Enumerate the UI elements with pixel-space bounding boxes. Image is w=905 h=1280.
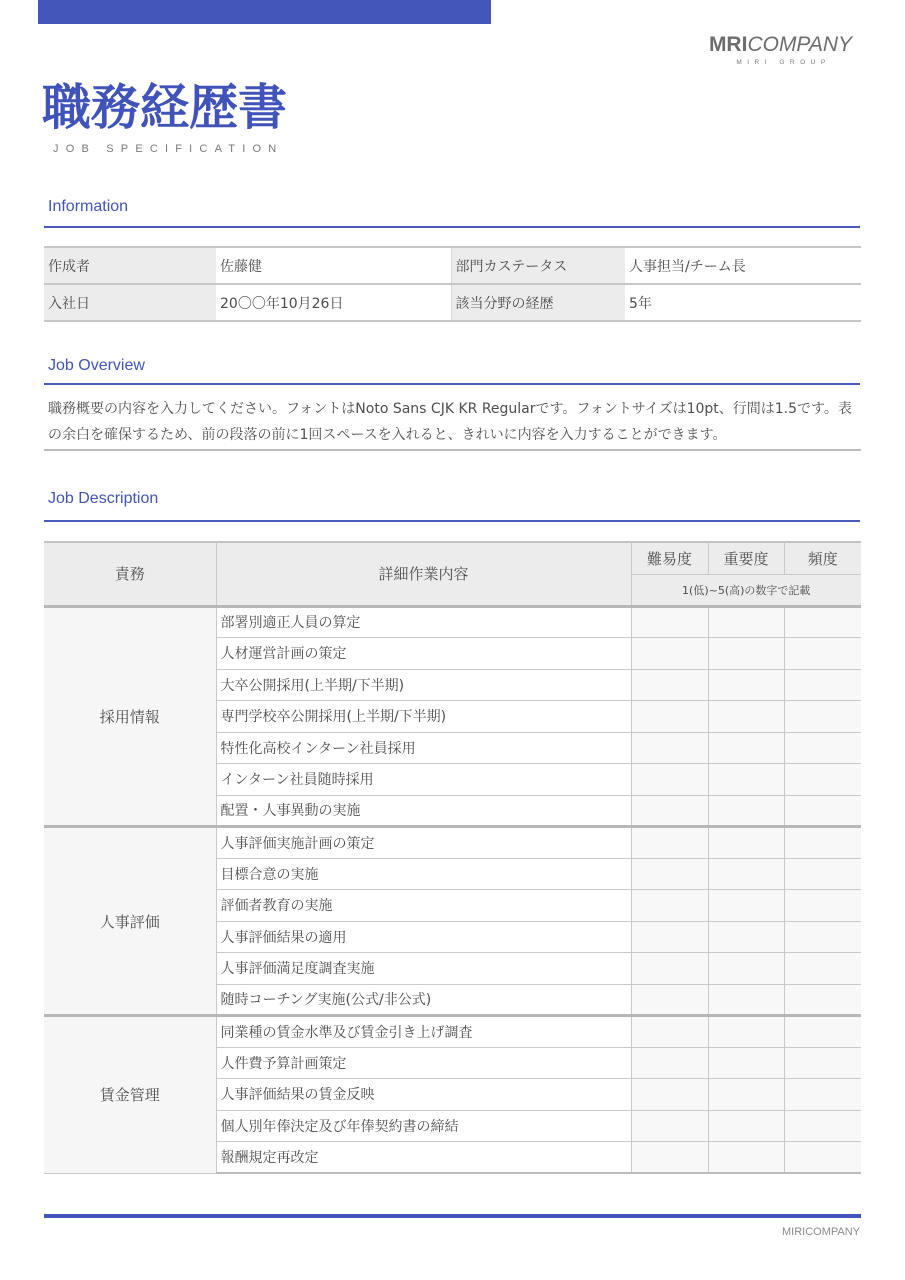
frequency-cell[interactable] <box>784 795 861 827</box>
footer-accent-rule <box>44 1214 861 1218</box>
difficulty-cell[interactable] <box>631 669 708 701</box>
task-cell[interactable]: 報酬規定再改定 <box>216 1142 631 1174</box>
difficulty-cell[interactable] <box>631 827 708 859</box>
job-description-table <box>44 541 861 1174</box>
top-accent-bar <box>38 0 491 24</box>
importance-cell[interactable] <box>708 953 784 985</box>
document-title: 職務経歴書 <box>42 79 288 136</box>
task-cell[interactable]: インターン社員随時採用 <box>216 764 631 796</box>
importance-cell[interactable] <box>708 858 784 890</box>
importance-cell[interactable] <box>708 890 784 922</box>
column-header-duty: 責務 <box>44 542 216 606</box>
importance-cell[interactable] <box>708 638 784 670</box>
importance-cell[interactable] <box>708 1110 784 1142</box>
task-cell[interactable]: 同業種の賃金水準及び賃金引き上げ調査 <box>216 1016 631 1048</box>
task-cell[interactable]: 随時コーチング実施(公式/非公式) <box>216 984 631 1016</box>
difficulty-cell[interactable] <box>631 953 708 985</box>
importance-cell[interactable] <box>708 921 784 953</box>
frequency-cell[interactable] <box>784 827 861 859</box>
difficulty-cell[interactable] <box>631 764 708 796</box>
info-label-department-status: 部門カステータス <box>451 247 625 284</box>
frequency-cell[interactable] <box>784 1079 861 1111</box>
column-header-frequency: 頻度 <box>784 542 861 574</box>
table-row <box>44 1016 861 1048</box>
frequency-cell[interactable] <box>784 701 861 733</box>
column-header-difficulty: 難易度 <box>631 542 708 574</box>
column-header-importance: 重要度 <box>708 542 784 574</box>
importance-cell[interactable] <box>708 984 784 1016</box>
task-cell[interactable]: 人事評価実施計画の策定 <box>216 827 631 859</box>
importance-cell[interactable] <box>708 701 784 733</box>
info-label-author: 作成者 <box>44 247 216 284</box>
importance-cell[interactable] <box>708 1047 784 1079</box>
frequency-cell[interactable] <box>784 638 861 670</box>
difficulty-cell[interactable] <box>631 1110 708 1142</box>
task-cell[interactable]: 部署別適正人員の算定 <box>216 606 631 638</box>
difficulty-cell[interactable] <box>631 984 708 1016</box>
logo-mri: MRI <box>708 33 748 56</box>
company-logo <box>698 32 863 72</box>
info-row <box>44 247 861 284</box>
frequency-cell[interactable] <box>784 984 861 1016</box>
importance-cell[interactable] <box>708 669 784 701</box>
difficulty-cell[interactable] <box>631 1142 708 1174</box>
description-heading: Job Description <box>48 490 159 507</box>
frequency-cell[interactable] <box>784 764 861 796</box>
task-cell[interactable]: 人事評価満足度調査実施 <box>216 953 631 985</box>
task-cell[interactable]: 評価者教育の実施 <box>216 890 631 922</box>
task-cell[interactable]: 配置・人事異動の実施 <box>216 795 631 827</box>
info-label-field-experience: 該当分野の経歴 <box>451 284 625 321</box>
task-cell[interactable]: 人材運営計画の策定 <box>216 638 631 670</box>
task-cell[interactable]: 個人別年俸決定及び年俸契約書の締結 <box>216 1110 631 1142</box>
overview-bottom-rule <box>44 449 861 451</box>
overview-heading: Job Overview <box>48 357 145 374</box>
difficulty-cell[interactable] <box>631 858 708 890</box>
difficulty-cell[interactable] <box>631 732 708 764</box>
importance-cell[interactable] <box>708 764 784 796</box>
frequency-cell[interactable] <box>784 1110 861 1142</box>
importance-cell[interactable] <box>708 1016 784 1048</box>
overview-text[interactable]: 職務概要の内容を入力してください。フォントはNoto Sans CJK KR Regularです。フォントサイズは10pt、行間は1.5です。表の余白を確保するため、前の段落の前に1回スペースを入れると、きれいに内容を入力することができます。 <box>48 401 852 443</box>
importance-cell[interactable] <box>708 732 784 764</box>
information-table <box>44 246 861 322</box>
difficulty-cell[interactable] <box>631 795 708 827</box>
logo-subtitle: MIRI GROUP <box>736 59 831 66</box>
difficulty-cell[interactable] <box>631 890 708 922</box>
frequency-cell[interactable] <box>784 732 861 764</box>
task-cell[interactable]: 人事評価結果の適用 <box>216 921 631 953</box>
column-header-task: 詳細作業内容 <box>216 542 631 606</box>
info-row <box>44 284 861 321</box>
importance-cell[interactable] <box>708 606 784 638</box>
document-subtitle: JOB SPECIFICATION <box>53 143 284 155</box>
difficulty-cell[interactable] <box>631 606 708 638</box>
task-cell[interactable]: 大卒公開採用(上半期/下半期) <box>216 669 631 701</box>
information-divider <box>44 226 860 228</box>
information-heading: Information <box>48 198 129 215</box>
info-value-department-status[interactable]: 人事担当/チーム長 <box>625 247 861 284</box>
info-value-author[interactable]: 佐藤健 <box>216 247 451 284</box>
table-row <box>44 827 861 859</box>
table-row <box>44 606 861 638</box>
logo-wordmark <box>698 32 863 58</box>
duty-cell-recruitment: 採用情報 <box>44 606 216 827</box>
info-value-field-experience[interactable]: 5年 <box>625 284 861 321</box>
frequency-cell[interactable] <box>784 606 861 638</box>
importance-cell[interactable] <box>708 795 784 827</box>
frequency-cell[interactable] <box>784 858 861 890</box>
difficulty-cell[interactable] <box>631 701 708 733</box>
task-cell[interactable]: 専門学校卒公開採用(上半期/下半期) <box>216 701 631 733</box>
difficulty-cell[interactable] <box>631 1016 708 1048</box>
difficulty-cell[interactable] <box>631 1047 708 1079</box>
footer-company-name: MIRICOMPANY <box>781 1226 860 1238</box>
difficulty-cell[interactable] <box>631 638 708 670</box>
info-value-join-date[interactable]: 20〇〇年10月26日 <box>216 284 451 321</box>
duty-cell-wage-management: 賃金管理 <box>44 1016 216 1174</box>
task-cell[interactable]: 目標合意の実施 <box>216 858 631 890</box>
importance-cell[interactable] <box>708 1079 784 1111</box>
scale-note: 1(低)~5(高)の数字で記載 <box>631 574 861 606</box>
task-cell[interactable]: 人件費予算計画策定 <box>216 1047 631 1079</box>
duty-cell-evaluation: 人事評価 <box>44 827 216 1016</box>
description-divider <box>44 520 860 522</box>
task-cell[interactable]: 特性化高校インターン社員採用 <box>216 732 631 764</box>
frequency-cell[interactable] <box>784 890 861 922</box>
frequency-cell[interactable] <box>784 669 861 701</box>
logo-company: COMPANY <box>747 33 853 56</box>
difficulty-cell[interactable] <box>631 1079 708 1111</box>
frequency-cell[interactable] <box>784 1047 861 1079</box>
difficulty-cell[interactable] <box>631 921 708 953</box>
frequency-cell[interactable] <box>784 1142 861 1174</box>
importance-cell[interactable] <box>708 1142 784 1174</box>
info-label-join-date: 入社日 <box>44 284 216 321</box>
frequency-cell[interactable] <box>784 921 861 953</box>
task-cell[interactable]: 人事評価結果の賃金反映 <box>216 1079 631 1111</box>
importance-cell[interactable] <box>708 827 784 859</box>
frequency-cell[interactable] <box>784 1016 861 1048</box>
frequency-cell[interactable] <box>784 953 861 985</box>
overview-divider <box>44 383 860 385</box>
